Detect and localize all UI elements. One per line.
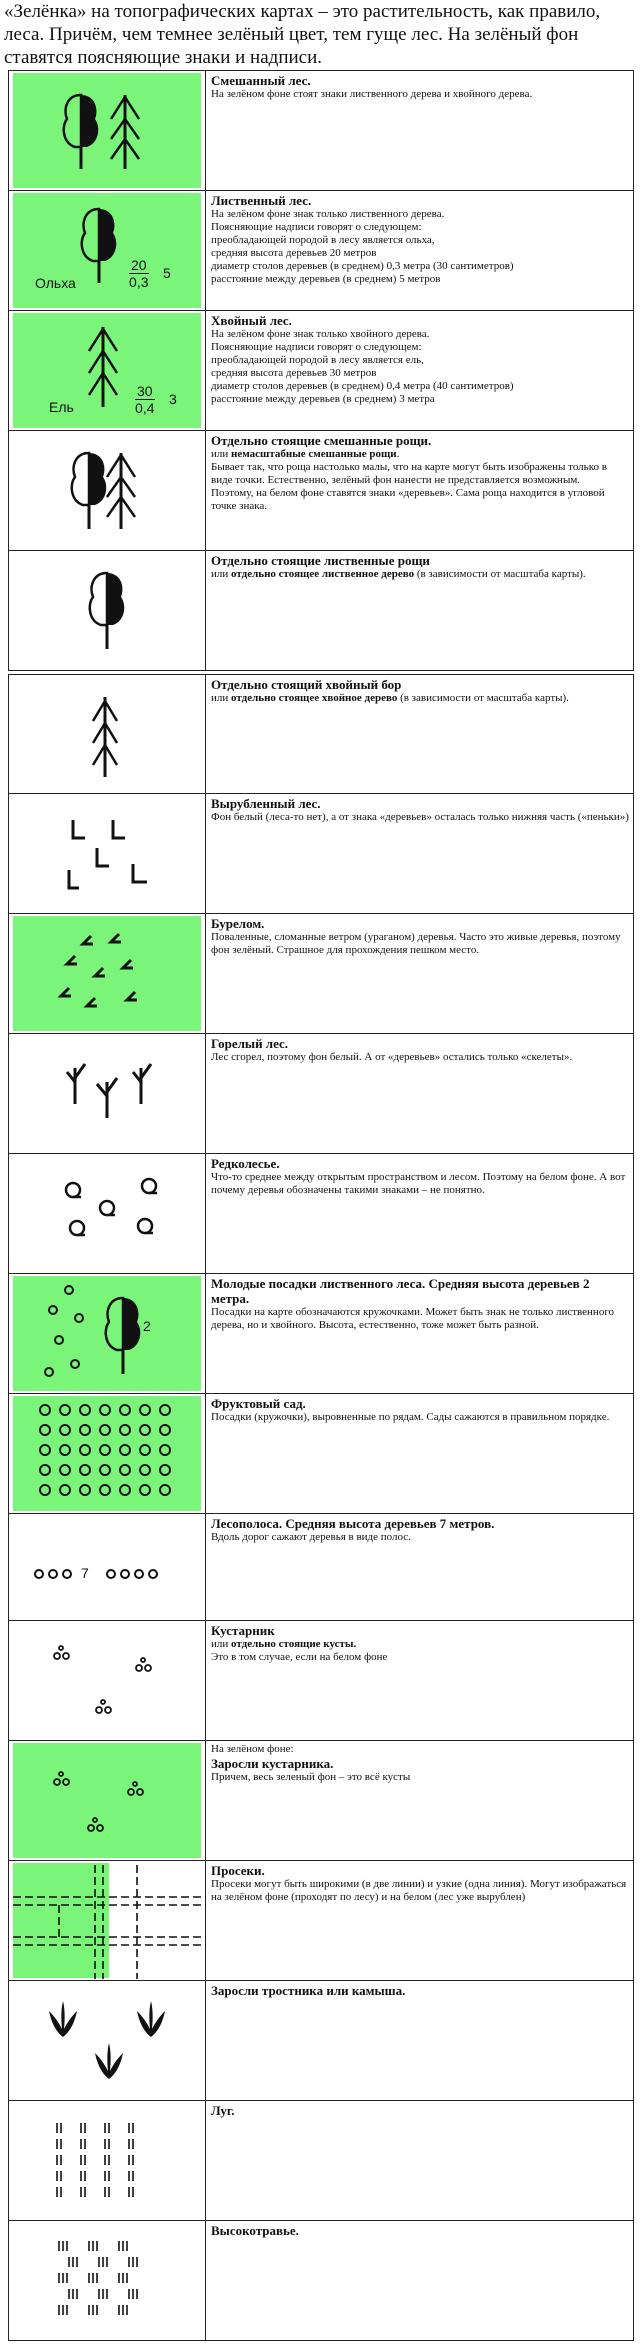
orchard-tree-mark [160,1425,170,1435]
orchard-tree-mark [100,1425,110,1435]
description [211,1516,629,1631]
mixed-forest-icon [9,71,205,190]
orchard-tree-mark [160,1405,170,1415]
row-title: Отдельно стоящие лиственные рощи [211,553,430,568]
orchard-tree-mark [140,1465,150,1475]
row-line: Вдоль дорог сажают деревья в виде полос. [211,1531,411,1543]
deciduous-tree-icon [9,191,205,310]
clearing-icon [9,1861,205,1980]
legend-row-mixed-forest [8,70,634,191]
meadow-icon [9,2101,205,2220]
orchard-tree-mark [60,1405,70,1415]
height-diameter-fraction [129,257,149,290]
tall-grass-icon [9,2221,205,2340]
symbol-cell [9,191,206,310]
orchard-tree-mark [140,1405,150,1415]
row-line: преобладающей породой в лесу является ель, [211,354,424,366]
symbol-cell [9,2221,206,2340]
tall-grass-mark [119,2273,127,2283]
orchard-tree-mark [80,1405,90,1415]
row-line: Бывает так, что роща настолько малы, что на карте могут быть изображены только в виде точки. Естественно, зелёный фон нанести не представляется возможным. [211,461,607,486]
sparse-tree-icon [9,1154,205,1273]
orchard-tree-mark [160,1485,170,1495]
tall-grass-mark [119,2305,127,2315]
orchard-tree-mark [60,1445,70,1455]
row-subtitle [211,568,629,581]
tall-grass-mark [89,2241,97,2251]
symbol-cell [9,311,206,430]
tall-grass-mark [89,2273,97,2283]
row-line: Что-то среднее между открытым пространством и лесом. Поэтому на белом фоне. А вот почему деревья обозначены такими знаками – не понятно. [211,1171,626,1196]
description [211,2223,629,2338]
forest-belt-icon [9,1514,205,1633]
stumps-icon [9,794,205,913]
tall-grass-mark [99,2257,107,2267]
row-title: Кустарник [211,1623,275,1638]
row-subtitle [211,1638,629,1651]
symbol-cell [9,1154,206,1273]
description [211,1743,629,1858]
orchard-tree-mark [120,1445,130,1455]
row-line: Посадки (кружочки), выровненные по рядам. Сады сажаются в правильном порядке. [211,1411,610,1423]
description [211,916,629,1031]
orchard-tree-mark [100,1485,110,1495]
row-line: расстояние между деревьев (в среднем) 3 метра [211,393,435,405]
symbol-cell [9,431,206,550]
legend-row-sparse-forest [8,1153,634,1274]
row-title: Луг. [211,2103,235,2118]
species-label: Ель [49,399,74,415]
row-title: Смешанный лес. [211,73,311,88]
tall-grass-mark [69,2289,77,2299]
row-line: преобладающей породой в лесу является ольха, [211,234,435,246]
orchard-tree-mark [40,1425,50,1435]
row-title: Горелый лес. [211,1036,289,1051]
orchard-tree-mark [160,1465,170,1475]
description [211,796,629,911]
meadow-grass-mark [105,2123,109,2133]
meadow-grass-mark [57,2187,61,2197]
orchard-tree-mark [60,1425,70,1435]
row-line: средняя высота деревьев 20 метров [211,247,377,259]
symbol-cell [9,675,206,793]
meadow-grass-mark [81,2123,85,2133]
symbol-cell [9,914,206,1033]
legend-row-burnt-forest [8,1033,634,1154]
row-title: Заросли тростника или камыша. [211,1983,406,1998]
tall-grass-mark [129,2257,137,2267]
description [211,433,629,548]
legend-row-reeds [8,1980,634,2101]
symbol-cell [9,1861,206,1980]
meadow-grass-mark [57,2155,61,2165]
orchard-tree-mark [100,1465,110,1475]
height-value: 20 [131,257,147,273]
description [211,1863,629,1978]
orchard-tree-mark [80,1465,90,1475]
subtitle-suffix: (в зависимости от масштаба карты). [414,568,586,580]
row-line: средняя высота деревьев 30 метров [211,367,377,379]
symbol-cell [9,1981,206,2100]
legend-row-orchard [8,1393,634,1514]
legend-row-forest-belt [8,1513,634,1634]
row-line: Поэтому, на белом фоне ставятся знаки «деревьев». Сама роща находится в угловой точке знака. [211,487,605,512]
meadow-grass-mark [105,2155,109,2165]
row-title: Бурелом. [211,916,265,931]
shrub-thicket-icon [9,1741,205,1860]
description [211,677,629,791]
subtitle-bold: отдельно стоящее лиственное дерево [231,568,415,580]
orchard-tree-mark [160,1445,170,1455]
row-title: Молодые посадки лиственного леса. Средняя высота деревьев 2 метра. [211,1276,590,1306]
subtitle-prefix: или [211,692,232,704]
description [211,313,629,428]
orchard-tree-mark [40,1405,50,1415]
tall-grass-mark [89,2305,97,2315]
symbol-cell [9,1034,206,1153]
symbol-cell [9,1741,206,1860]
spacing-value: 5 [163,265,171,281]
legend-row-clearings [8,1860,634,1981]
meadow-grass-mark [57,2171,61,2181]
tall-grass-mark [59,2241,67,2251]
row-line: На зелёном фоне стоят знаки лиственного дерева и хвойного дерева. [211,88,533,100]
subtitle-prefix: или [211,568,232,580]
intro-text: «Зелёнка» на топографических картах – это растительность, как правило, леса. Причём, чем темнее зелёный цвет, тем гуще лес. На зелёный фон ставятся поясняющие знаки и надписи. [4,1,601,68]
height-diameter-fraction [135,383,155,416]
legend-row-tall-grass [8,2220,634,2341]
symbol-cell [9,1274,206,1393]
row-line: Просеки могут быть широкими (в две линии) и узкие (одна линия). Могут изображаться на зелёном фоне (проходят по лесу) и на белом (лес уже вырублен) [211,1878,627,1903]
legend-row-deciduous-groves [8,550,634,671]
spacing-value: 3 [169,391,177,407]
subtitle-suffix: . [396,448,400,460]
row-subtitle [211,448,629,461]
orchard-tree-mark [40,1445,50,1455]
meadow-grass-mark [129,2187,133,2197]
description [211,1623,629,1738]
row-line: Фон белый (леса-то нет), а от знака «деревьев» осталась только нижняя часть («пеньки») [211,811,629,823]
meadow-grass-mark [57,2139,61,2149]
mixed-grove-icon [9,431,205,550]
row-line: расстояние между деревьев (в среднем) 5 метров [211,273,441,285]
row-title: Редколесье. [211,1156,280,1171]
orchard-tree-mark [60,1465,70,1475]
height-value: 2 [143,1318,151,1334]
reed-icon [9,1981,205,2100]
row-line: диаметр столов деревьев (в среднем) 0,4 метра (40 сантиметров) [211,380,514,392]
windfall-icon [9,914,205,1033]
coniferous-grove-icon [9,675,205,793]
row-title: Хвойный лес. [211,313,292,328]
orchard-tree-mark [40,1465,50,1475]
orchard-tree-mark [120,1425,130,1435]
diameter-value: 0,3 [129,274,149,290]
legend-row-clear-cut [8,793,634,914]
orchard-tree-mark [100,1405,110,1415]
species-label: Ольха [35,275,76,291]
subtitle-prefix: или [211,1638,232,1650]
shrub-icon [9,1621,205,1740]
row-title: Просеки. [211,1863,265,1878]
orchard-tree-mark [120,1485,130,1495]
row-title: Лиственный лес. [211,193,312,208]
symbol-cell [9,551,206,670]
description [211,1036,629,1151]
burnt-tree-icon [9,1034,205,1153]
description [211,553,629,668]
orchard-tree-mark [140,1445,150,1455]
legend-row-deciduous-forest [8,190,634,311]
row-line: Поясняющие надписи говорят о следующем: [211,221,422,233]
description [211,1276,629,1391]
meadow-grass-mark [105,2187,109,2197]
row-title: Высокотравье. [211,2223,299,2238]
subtitle-bold: немасштабные смешанные рощи [231,448,397,460]
row-line: На зелёном фоне знак только хвойного дерева. [211,328,430,340]
legend-row-meadow [8,2100,634,2221]
row-prefix: На зелёном фоне: [211,1743,294,1755]
meadow-grass-mark [81,2187,85,2197]
deciduous-grove-icon [9,551,205,670]
row-title: Заросли кустарника. [211,1756,334,1771]
meadow-grass-mark [129,2171,133,2181]
meadow-grass-mark [81,2171,85,2181]
tall-grass-mark [59,2273,67,2283]
subtitle-bold: отдельно стоящее хвойное дерево [231,692,398,704]
meadow-grass-mark [57,2123,61,2133]
symbol-cell [9,1621,206,1740]
row-line: На зелёном фоне знак только лиственного дерева. [211,208,445,220]
row-title: Отдельно стоящий хвойный бор [211,677,402,692]
symbol-cell [9,71,206,190]
meadow-grass-mark [105,2139,109,2149]
subtitle-bold: отдельно стоящие кусты. [231,1638,357,1650]
description [211,1983,629,2098]
row-title: Фруктовый сад. [211,1396,306,1411]
orchard-tree-mark [80,1445,90,1455]
orchard-tree-mark [60,1485,70,1495]
orchard-tree-mark [140,1425,150,1435]
coniferous-tree-icon [9,311,205,430]
orchard-tree-mark [40,1485,50,1495]
description [211,193,629,308]
row-title: Отдельно стоящие смешанные рощи. [211,433,432,448]
meadow-grass-mark [129,2123,133,2133]
legend-row-mixed-groves [8,430,634,551]
tall-grass-mark [69,2257,77,2267]
orchard-tree-mark [100,1445,110,1455]
orchard-icon [9,1394,205,1513]
meadow-grass-mark [81,2155,85,2165]
subtitle-prefix: или [211,448,232,460]
meadow-grass-mark [129,2155,133,2165]
height-value: 7 [81,1565,89,1581]
description [211,1156,629,1271]
row-line: Посадки на карте обозначаются кружочками. Может быть знак не только лиственного дерева, но и хвойного. Высота, естественно, тоже может быть разной. [211,1306,615,1331]
young-plantation-icon [9,1274,205,1393]
legend-row-windfall [8,913,634,1034]
row-line: Причем, весь зеленый фон – это всё кусты [211,1771,411,1783]
row-line: диаметр столов деревьев (в среднем) 0,3 метра (30 сантиметров) [211,260,514,272]
row-line: Это в том случае, если на белом фоне [211,1651,388,1663]
legend-row-coniferous-groves [8,674,634,794]
symbol-cell [9,2101,206,2220]
row-subtitle [211,692,629,705]
description [211,73,629,188]
orchard-tree-mark [80,1425,90,1435]
legend-row-shrubs [8,1620,634,1741]
description [211,2103,629,2218]
symbol-cell [9,794,206,913]
row-line: Поясняющие надписи говорят о следующем: [211,341,422,353]
description [211,1396,629,1511]
row-line: Лес сгорел, поэтому фон белый. А от «деревьев» остались только «скелеты». [211,1051,573,1063]
tall-grass-mark [119,2241,127,2251]
meadow-grass-mark [129,2139,133,2149]
subtitle-suffix: (в зависимости от масштаба карты). [397,692,569,704]
row-line: Поваленные, сломанные ветром (ураганом) деревья. Часто это живые деревья, поэтому фон зелёный. Страшное для прохождения пешком место. [211,931,621,956]
legend-row-young-plantations [8,1273,634,1394]
orchard-tree-mark [80,1485,90,1495]
meadow-grass-mark [105,2171,109,2181]
symbol-cell [9,1514,206,1633]
meadow-grass-mark [81,2139,85,2149]
tall-grass-mark [129,2289,137,2299]
height-value: 30 [137,383,153,399]
symbol-cell [9,1394,206,1513]
legend-row-coniferous-forest [8,310,634,431]
tall-grass-mark [59,2305,67,2315]
legend-row-shrub-thickets [8,1740,634,1861]
tall-grass-mark [99,2289,107,2299]
orchard-tree-mark [120,1405,130,1415]
row-title: Лесополоса. Средняя высота деревьев 7 метров. [211,1516,495,1531]
orchard-tree-mark [140,1485,150,1495]
orchard-tree-mark [120,1465,130,1475]
diameter-value: 0,4 [135,400,155,416]
row-title: Вырубленный лес. [211,796,321,811]
